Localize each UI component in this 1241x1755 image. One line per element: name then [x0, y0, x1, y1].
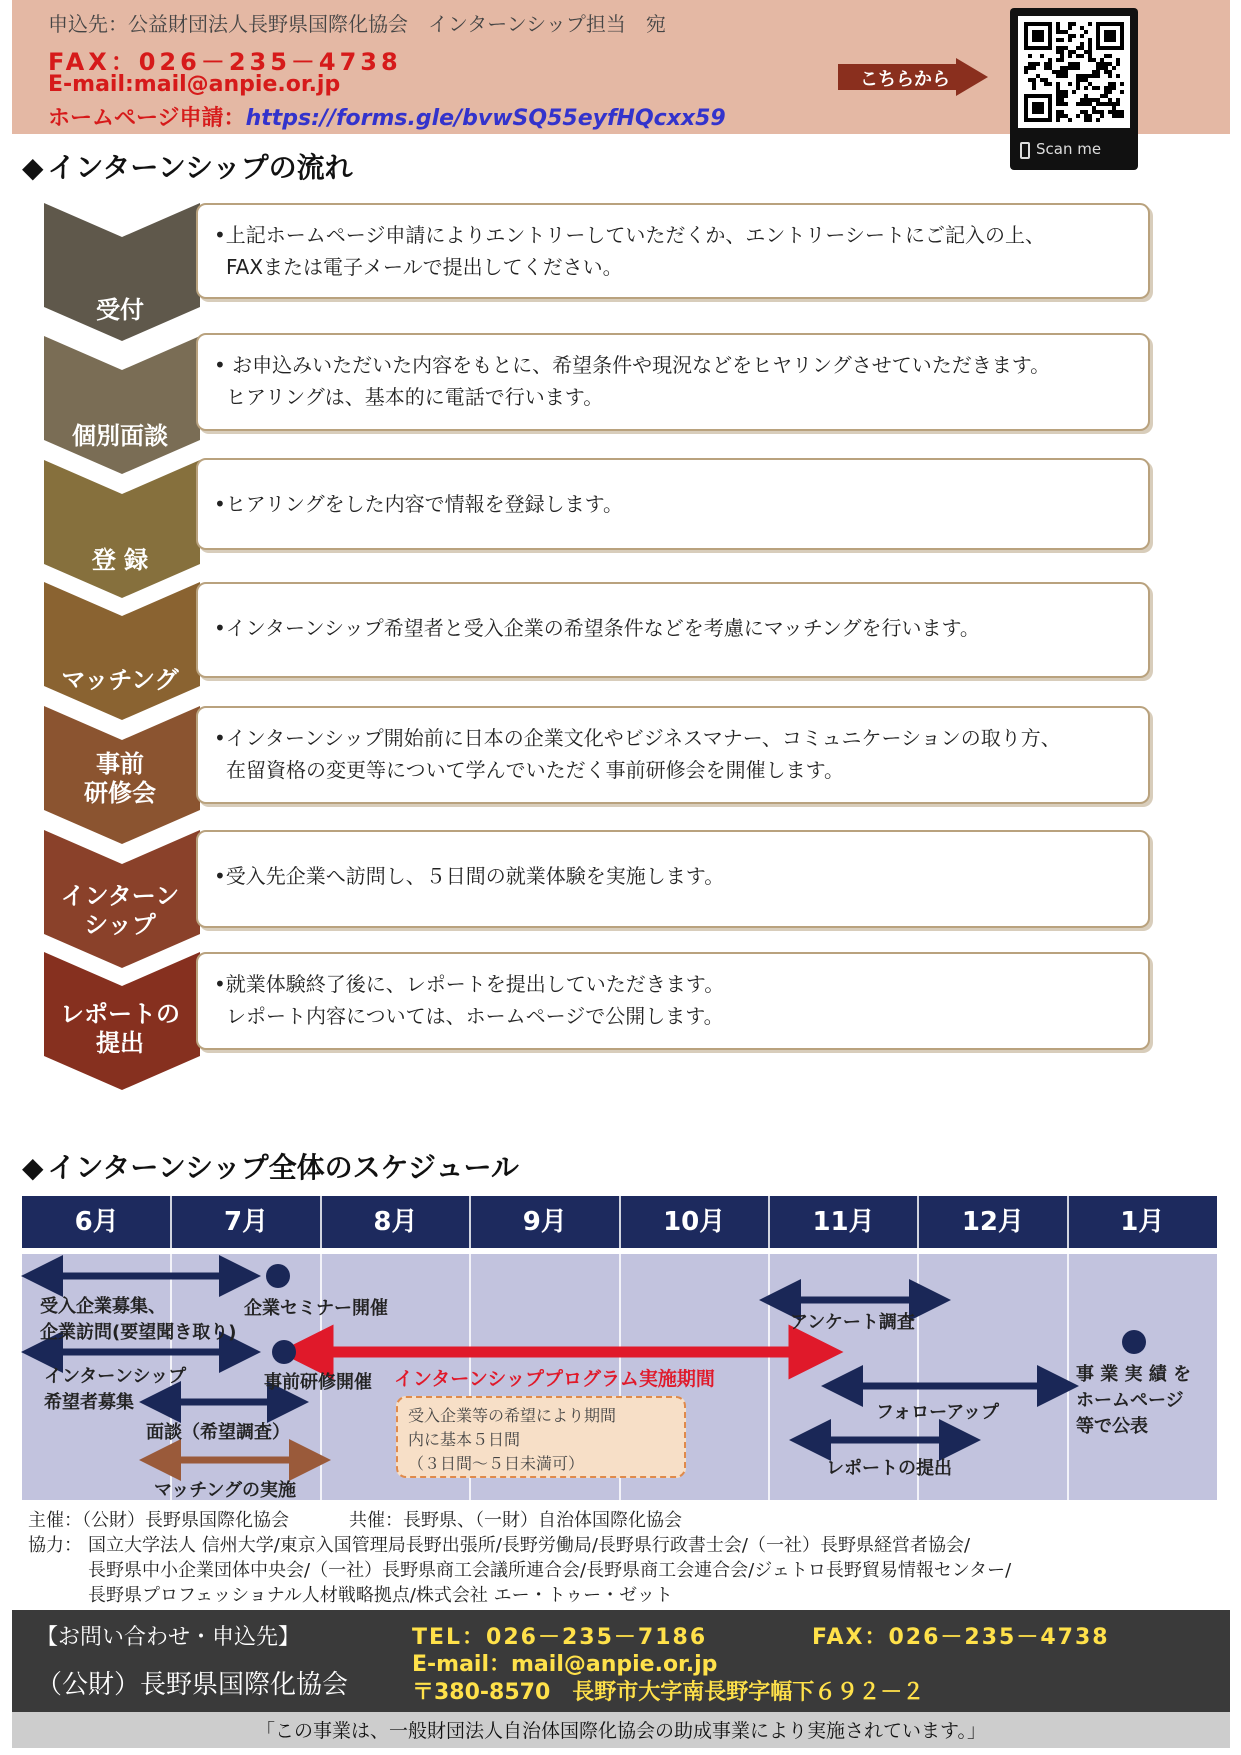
flow-step-text: •就業体験終了後に、レポートを提出していただきます。 [214, 972, 725, 996]
recruit-interns-label [44, 1364, 186, 1416]
publish-line3: 等で公表 [1076, 1416, 1148, 1437]
note-line3: （３日間～５日未満可） [408, 1454, 585, 1473]
flow-step-text: •インターンシップ希望者と受入企業の希望条件などを考慮にマッチングを行います。 [214, 616, 980, 640]
footer-email[interactable]: E-mail：mail@anpie.or.jp [412, 1652, 718, 1677]
flow-step-text: • お申込みいただいた内容をもとに、希望条件や現況などをヒヤリングさせていただきます。 [214, 353, 1051, 377]
recruit-companies-line2: 企業訪問(要望聞き取り) [40, 1322, 237, 1343]
matching-label: マッチングの実施 [154, 1480, 297, 1501]
host-name: （公財）長野県国際化協会 [82, 1510, 289, 1531]
flow-step-text: FAXまたは電子メールで提出してください。 [226, 255, 623, 279]
flow-step-text: •ヒアリングをした内容で情報を登録します。 [214, 492, 623, 516]
co-host-label: 共催： [349, 1510, 403, 1531]
recruit-interns-line2: 希望者募集 [44, 1392, 134, 1413]
month-cell: 1月 [1120, 1207, 1165, 1237]
program-period-note [396, 1396, 686, 1478]
web-url-link[interactable]: https://forms.gle/bvwSQ55eyfHQcxx59 [245, 106, 726, 131]
pre-training-dot [272, 1340, 296, 1364]
flow-step-text: •インターンシップ開始前に日本の企業文化やビジネスマナー、コミュニケーションの取り方、 [214, 726, 1061, 750]
flow-step-text: •上記ホームページ申請によりエントリーしていただくか、エントリーシートにご記入の上、 [214, 223, 1045, 247]
month-cell: 6月 [74, 1207, 119, 1237]
flow-step-text: レポート内容については、ホームページで公開します。 [226, 1004, 724, 1028]
note-line2: 内に基本５日間 [408, 1430, 521, 1449]
schedule-section-title: ◆ インターンシップ全体のスケジュール [22, 1146, 519, 1186]
report-label: レポートの提出 [826, 1458, 952, 1479]
survey-label: アンケート調査 [790, 1312, 915, 1333]
flow-step-text: ヒアリングは、基本的に電話で行います。 [226, 385, 604, 409]
seminar-label: 企業セミナー開催 [244, 1298, 388, 1319]
flow-section-title: ◆ インターンシップの流れ [22, 146, 353, 186]
recruit-companies-line1: 受入企業募集、 [40, 1296, 166, 1317]
flow-step-label-line: シップ [84, 911, 156, 939]
application-recipient: 申込先：公益財団法人長野県国際化協会 インターンシップ担当 宛 [48, 12, 666, 36]
publish-label [1076, 1362, 1191, 1440]
footer-title: 【お問い合わせ・申込先】 [36, 1625, 301, 1650]
footer-org: （公財）長野県国際化協会 [36, 1670, 349, 1700]
flow-step-label-line: 受付 [96, 296, 144, 324]
flow-step-label-line: マッチング [61, 666, 179, 694]
support-line-2: 長野県中小企業団体中央会/（一社）長野県商工会議所連合会/長野県商工会連合会/ジェトロ長野貿易情報センター/ [88, 1560, 1012, 1581]
flow-step-label-line: 登 録 [91, 546, 149, 574]
flow-step-label-line: 研修会 [84, 779, 156, 807]
web-label: ホームページ申請： [48, 106, 246, 131]
month-cell: 12月 [961, 1207, 1025, 1237]
month-cell: 7月 [224, 1207, 269, 1237]
flow-step-label-line: 個別面談 [72, 422, 168, 450]
follow-up-label: フォローアップ [876, 1402, 999, 1423]
header-email[interactable]: E-mail:mail@anpie.or.jp [48, 72, 341, 97]
flow-step-text: •受入先企業へ訪問し、５日間の就業体験を実施します。 [214, 864, 725, 888]
footer-grant-note: 「この事業は、一般財団法人自治体国際化協会の助成事業により実施されています。」 [256, 1720, 986, 1742]
recruit-companies-label [40, 1294, 236, 1346]
flow-step-label-line: レポートの [60, 1000, 180, 1028]
seminar-dot [266, 1264, 290, 1288]
arrow-tag-label: こちらから [860, 69, 950, 90]
flow-step-label-line: インターン [60, 882, 180, 910]
interview-label: 面談（希望調査） [146, 1422, 290, 1443]
footer-fax: FAX：026－235－4738 [812, 1625, 1110, 1650]
qr-caption: Scan me [1036, 140, 1102, 158]
month-cell: 11月 [812, 1207, 875, 1237]
header-fax: FAX：026－235－4738 [48, 48, 402, 76]
co-host-name: 長野県、（一財）自治体国際化協会 [403, 1510, 682, 1531]
support-label: 協力： [28, 1535, 82, 1556]
flow-step-label-line: 事前 [96, 750, 144, 778]
program-period-label: インターンシッププログラム実施期間 [394, 1368, 715, 1390]
footer-address: 〒380-8570 長野市大字南長野字幅下６９２－２ [412, 1680, 925, 1705]
publish-line2: ホームページ [1076, 1390, 1184, 1411]
host-label: 主催： [28, 1510, 82, 1531]
publish-dot [1122, 1330, 1146, 1354]
note-line1: 受入企業等の希望により期間 [408, 1406, 617, 1425]
publish-line1: 事 業 実 績 を [1076, 1364, 1192, 1385]
month-cell: 8月 [373, 1207, 418, 1237]
flow-step-text: 在留資格の変更等について学んでいただく事前研修会を開催します。 [226, 758, 844, 782]
support-line-3: 長野県プロフェッショナル人材戦略拠点/株式会社 エー・トゥー・ゼット [88, 1585, 673, 1606]
footer-tel[interactable]: TEL：026－235－7186 [412, 1625, 708, 1650]
pre-training-label: 事前研修開催 [264, 1372, 372, 1393]
month-cell: 10月 [663, 1207, 726, 1237]
host-credit [28, 1506, 682, 1532]
flow-step-label-line: 提出 [96, 1029, 144, 1057]
recruit-interns-line1: インターンシップ [44, 1366, 187, 1387]
month-cell: 9月 [522, 1207, 567, 1237]
support-line-1: 国立大学法人 信州大学/東京入国管理局長野出張所/長野労働局/長野県行政書士会/（一社）長野県経営者協会/ [88, 1535, 971, 1556]
